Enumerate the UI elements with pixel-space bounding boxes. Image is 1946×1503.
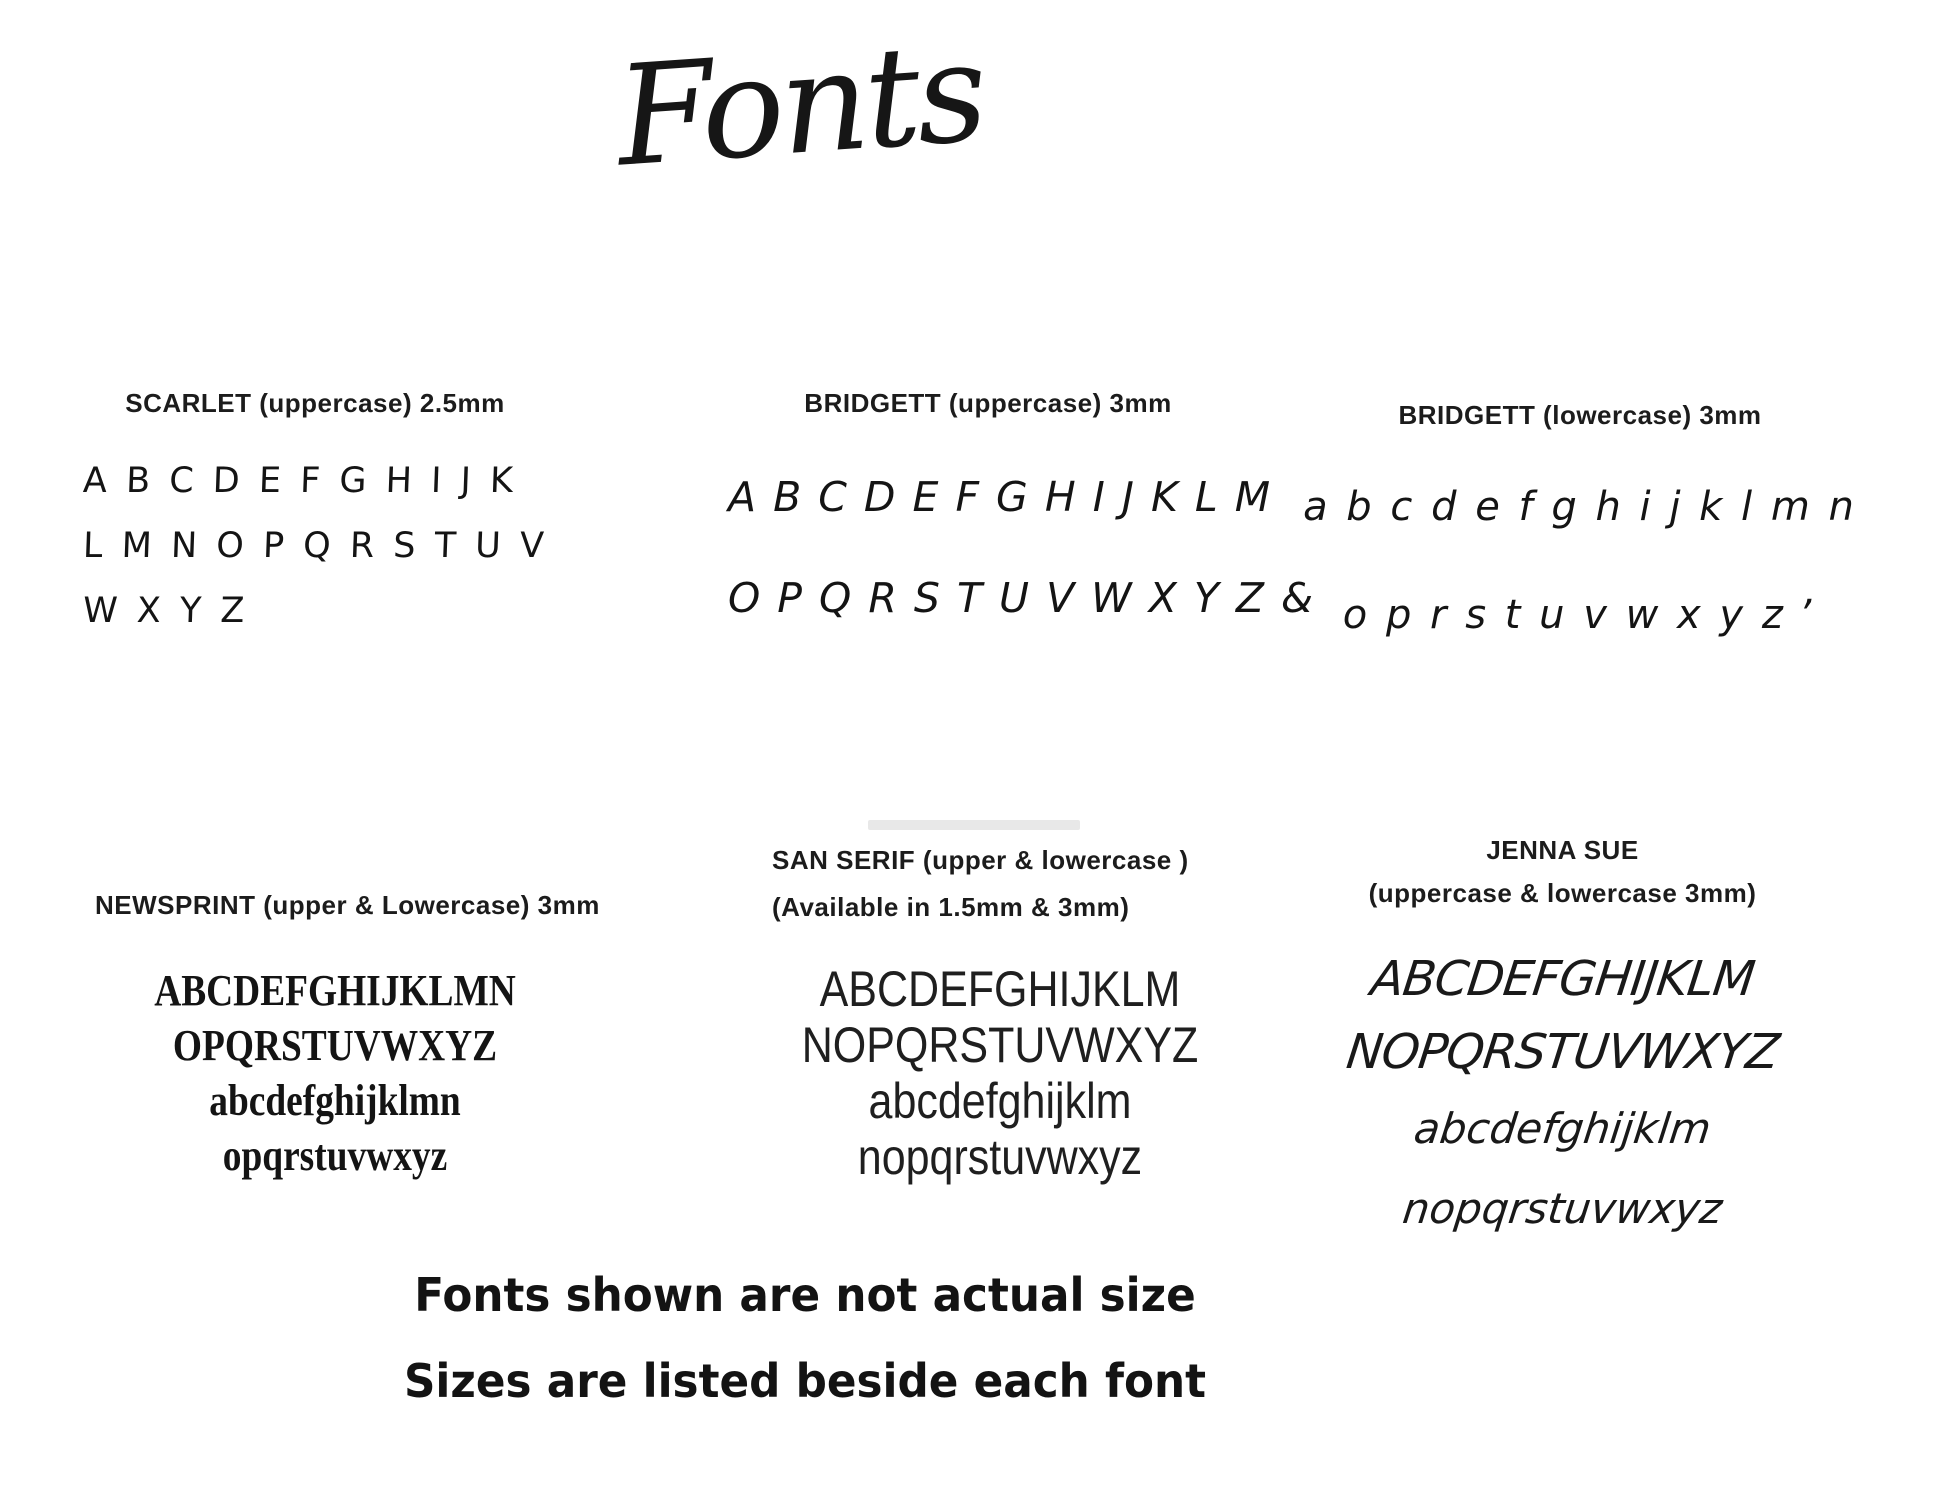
alphabet-sample-scarlet — [75, 449, 555, 644]
alphabet-line: W X Y Z — [82, 591, 250, 631]
section-heading-san-serif: SAN SERIF (upper & lowercase ) — [772, 845, 1189, 875]
alphabet-line: nopqrstuvwxyz — [857, 1129, 1143, 1185]
section-heading-bridgett-lowercase: BRIDGETT (lowercase) 3mm — [1398, 400, 1762, 430]
alphabet-sample-newsprint — [95, 963, 575, 1183]
alphabet-line: abcdefghijklm — [868, 1073, 1132, 1129]
section-heading-bridgett-uppercase: BRIDGETT (uppercase) 3mm — [804, 388, 1172, 418]
alphabet-line: NOPQRSTUVWXYZ — [1343, 1024, 1782, 1080]
alphabet-line: abcdefghijklmn — [209, 1076, 461, 1125]
alphabet-line: ABCDEFGHIJKLMN — [154, 966, 516, 1015]
section-bridgett-uppercase — [728, 388, 1316, 649]
section-subheading-san-serif: (Available in 1.5mm & 3mm) — [772, 892, 1130, 922]
alphabet-line: o p r s t u v w x y z ʼ — [1342, 592, 1818, 638]
section-bridgett-lowercase — [1300, 400, 1860, 669]
section-jenna-sue — [1290, 835, 1835, 1249]
section-heading-newsprint: NEWSPRINT (upper & Lowercase) 3mm — [95, 890, 600, 920]
alphabet-line: a b c d e f g h i j k l m n — [1303, 484, 1857, 530]
alphabet-line: A B C D E F G H I J K L M — [728, 473, 1273, 521]
footer-note — [300, 1252, 1310, 1424]
page-title: Fonts — [611, 11, 989, 198]
alphabet-sample-jenna-sue — [1290, 943, 1835, 1249]
alphabet-line: A B C D E F G H I J K — [82, 461, 518, 501]
footer-note-line: Fonts shown are not actual size — [414, 1268, 1196, 1322]
section-san-serif — [740, 845, 1260, 1185]
alphabet-sample-san-serif — [740, 961, 1260, 1185]
print-smudge-artifact — [868, 820, 1080, 830]
section-heading-jenna-sue: JENNA SUE — [1486, 835, 1639, 865]
footer-note-line: Sizes are listed beside each font — [403, 1354, 1207, 1408]
alphabet-line: opqrstuvwxyz — [222, 1131, 448, 1180]
section-subheading-jenna-sue: (uppercase & lowercase 3mm) — [1368, 878, 1757, 908]
alphabet-line: abcdefghijklm — [1411, 1104, 1714, 1153]
section-newsprint — [95, 890, 600, 1183]
alphabet-line: NOPQRSTUVWXYZ — [801, 1017, 1199, 1073]
section-heading-scarlet: SCARLET (uppercase) 2.5mm — [125, 388, 505, 418]
alphabet-line: OPQRSTUVWXYZ — [172, 1021, 498, 1070]
alphabet-line: ABCDEFGHIJKLM — [1367, 951, 1758, 1007]
section-scarlet-uppercase — [75, 388, 555, 644]
alphabet-line: L M N O P Q R S T U V — [82, 526, 549, 566]
alphabet-sample-bridgett-uppercase — [728, 447, 1316, 649]
alphabet-line: nopqrstuvwxyz — [1400, 1184, 1725, 1233]
alphabet-line: ABCDEFGHIJKLM — [819, 961, 1181, 1017]
alphabet-sample-bridgett-lowercase — [1300, 453, 1860, 669]
alphabet-line: O P Q R S T U V W X Y Z & — [728, 574, 1316, 622]
